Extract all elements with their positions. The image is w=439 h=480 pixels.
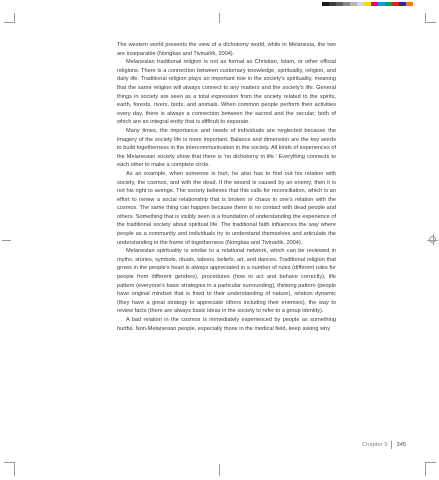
paragraph: The western world presents the view of a dichotomy world, while in Melanesia, the two are inseparable (Nongkas and Tivinarlik, 2004). bbox=[117, 42, 336, 57]
color-swatch bbox=[371, 2, 378, 6]
paragraph: Melanesian spirituality is similar to a relational network, which can be reviewed in myths, stories, symbols, rituals, taboos, beliefs, art, and dances. Traditional religion that grows in the people's heart is always appreciated in a number of rules (different rules for people from different genders), procedures (how to act and behave correctly), life pattern (everyone's basic strategies in a particular surrounding), thinking pattern (people have original mindset that is fixed to their understanding of nature), relation dynamic (they have a great strategy to appreciate others including their enemies), the way to review facts (there are always basic ideas in the society to refer to a group identity). bbox=[117, 248, 336, 315]
color-swatch bbox=[343, 2, 350, 6]
color-swatch bbox=[413, 2, 420, 6]
color-swatch bbox=[399, 2, 406, 6]
crop-mark-top-right-h bbox=[426, 22, 436, 23]
paragraph: Melanesian traditional religion is not as formal as Christian, Islam, or other official religions. There is a connection between customary knowledge, spirituality, religion, and daily life. Traditional religion plays an important role in the society's spirituality, meaning that the same religion will always connect to any matters and the society's life. General things in society are seen as a total expression from the society related to the spirits, earth, forests, rivers, birds, and animals. When common people perform their activities every day, there is always a connection between the sacred and the secular; both of which are an integral entity that is difficult to separate. bbox=[117, 59, 336, 126]
chapter-label: Chapter 9 bbox=[362, 442, 388, 448]
color-swatch bbox=[322, 2, 329, 6]
crop-mark-top-left-h bbox=[4, 22, 14, 23]
paragraph: Many times, the importance and needs of individuals are neglected because the imagery of the society life is more important. Balance and dimension are the key words to build togetherness in the intercommunication in the society. All kinds of experiences of the Melanesian society show that there is 'no dichotomy in life.' Everything connects to each other to make a complete circle. bbox=[117, 127, 336, 169]
color-swatch bbox=[357, 2, 364, 6]
color-swatch bbox=[378, 2, 385, 6]
crop-mark-bottom-right-h bbox=[426, 462, 436, 463]
color-swatch bbox=[392, 2, 399, 6]
crop-mark-bottom-left-h bbox=[4, 462, 14, 463]
color-swatch bbox=[350, 2, 357, 6]
footer-divider bbox=[391, 441, 392, 449]
registration-mark-right bbox=[429, 236, 436, 243]
page-number: 345 bbox=[396, 442, 407, 448]
paragraph: As an example, when someone is hurt, he also has to find out his relation with society, the cosmos, and with the dead. If the wound is caused by an enemy, then it is not his right to avenge. The society believes that this calls for reconciliation, which is an effort to renew a social relationship that is broken or chaos in one's relation with the cosmos. The same thing can happen because there is no contact with dead people and others. Something that is visibly seen is a foundation of understanding the experience of the traditional society about spiritual life. The traditional faith influences the way where people as a community and individuals try to understand themselves and articulate the understanding in the frame of togetherness (Nongkas and Tivinarlik, 2004). bbox=[117, 170, 336, 246]
color-swatch bbox=[406, 2, 413, 6]
crop-mark-bottom-right bbox=[425, 462, 426, 476]
crop-mark-left-middle bbox=[2, 240, 11, 241]
paragraph: A bad relation in the cosmos is immediately experienced by people as something hurtful. Non-Melanesian people, especially those in the medical field, keep asking why bbox=[117, 317, 336, 332]
color-swatch bbox=[385, 2, 392, 6]
crop-mark-top-left bbox=[14, 13, 15, 23]
color-swatch bbox=[364, 2, 371, 6]
crop-mark-top-center bbox=[219, 13, 220, 23]
page-footer bbox=[362, 441, 406, 449]
color-calibration-bar bbox=[322, 2, 420, 6]
body-text bbox=[117, 41, 336, 333]
color-swatch bbox=[329, 2, 336, 6]
crop-mark-bottom-center bbox=[219, 464, 220, 476]
color-swatch bbox=[336, 2, 343, 6]
crop-mark-bottom-left bbox=[14, 462, 15, 476]
